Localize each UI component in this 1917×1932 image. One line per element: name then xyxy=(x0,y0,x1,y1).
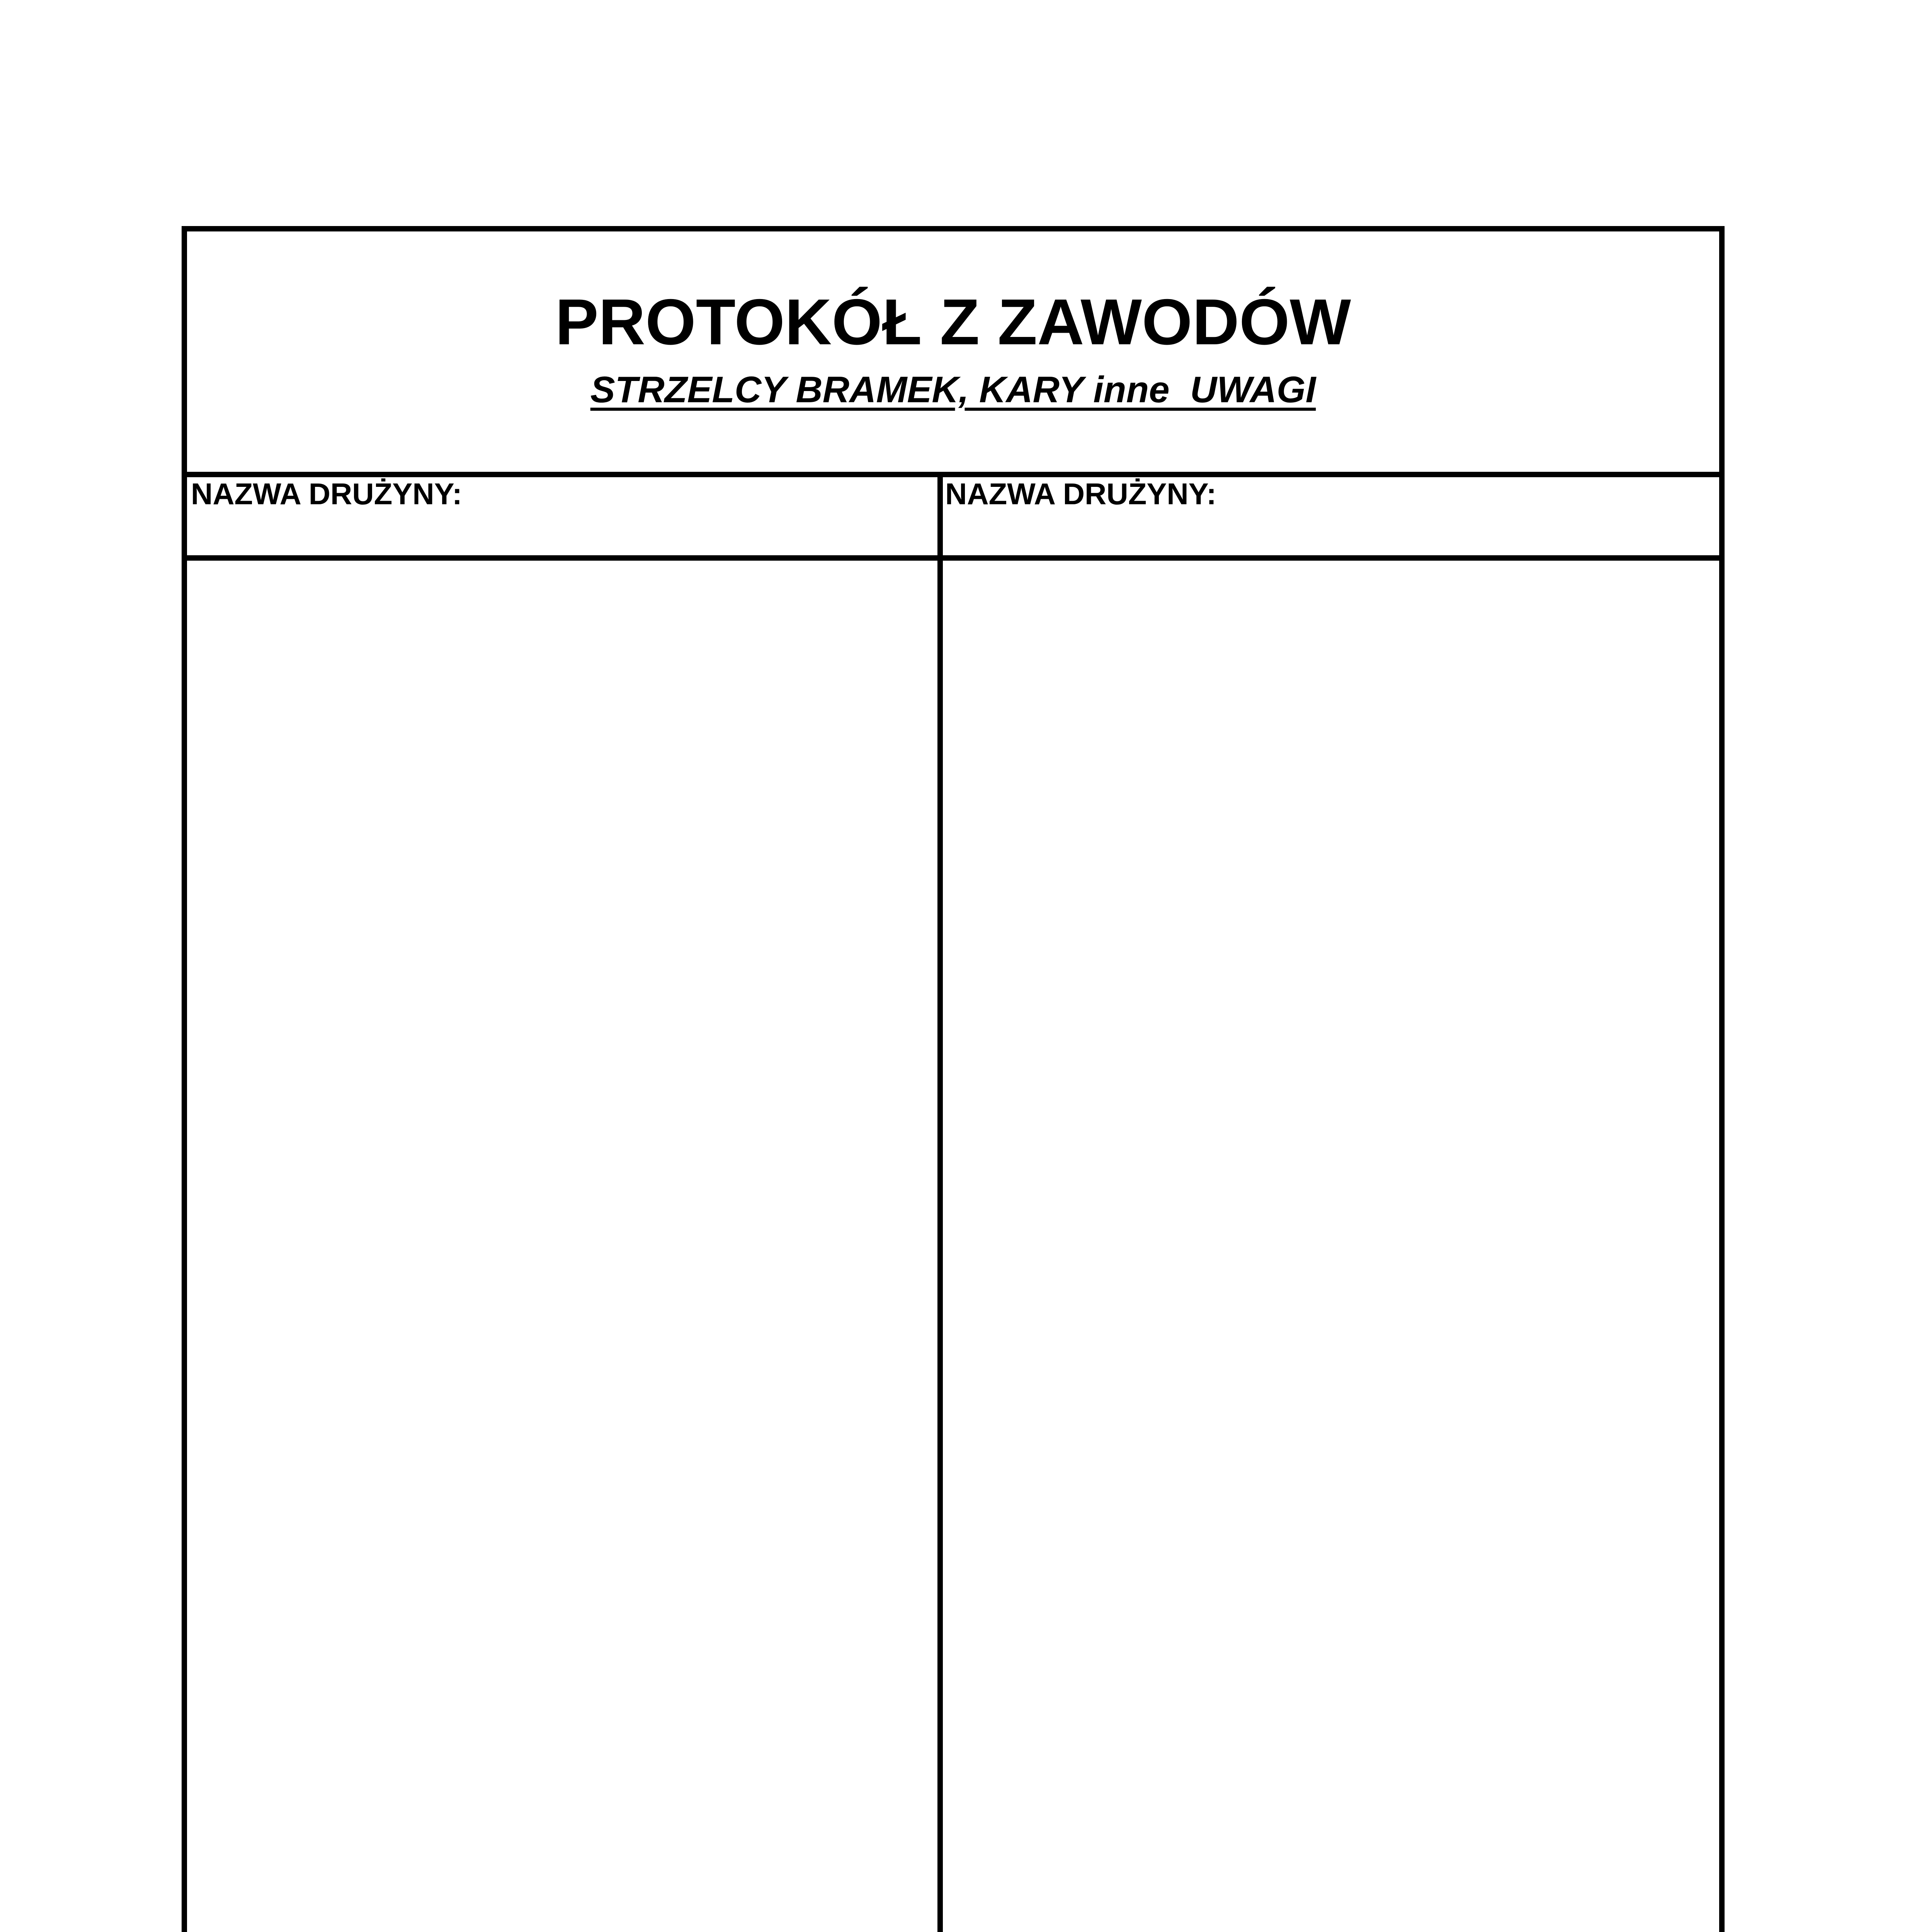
page-title: PROTOKÓŁ Z ZAWODÓW xyxy=(555,286,1351,358)
notes-area-right[interactable] xyxy=(943,561,1719,1932)
team-name-label-right: NAZWA DRUŻYNY: xyxy=(945,477,1216,511)
team-name-label-left: NAZWA DRUŻYNY: xyxy=(191,477,462,511)
form-header xyxy=(187,231,1719,477)
page-subtitle: STRZELCY BRAMEK, KARY inne UWAGI xyxy=(590,369,1316,410)
protocol-form xyxy=(182,226,1725,1932)
team-name-row xyxy=(187,472,1719,561)
column-divider xyxy=(937,472,943,1932)
notes-area-left[interactable] xyxy=(187,561,937,1932)
